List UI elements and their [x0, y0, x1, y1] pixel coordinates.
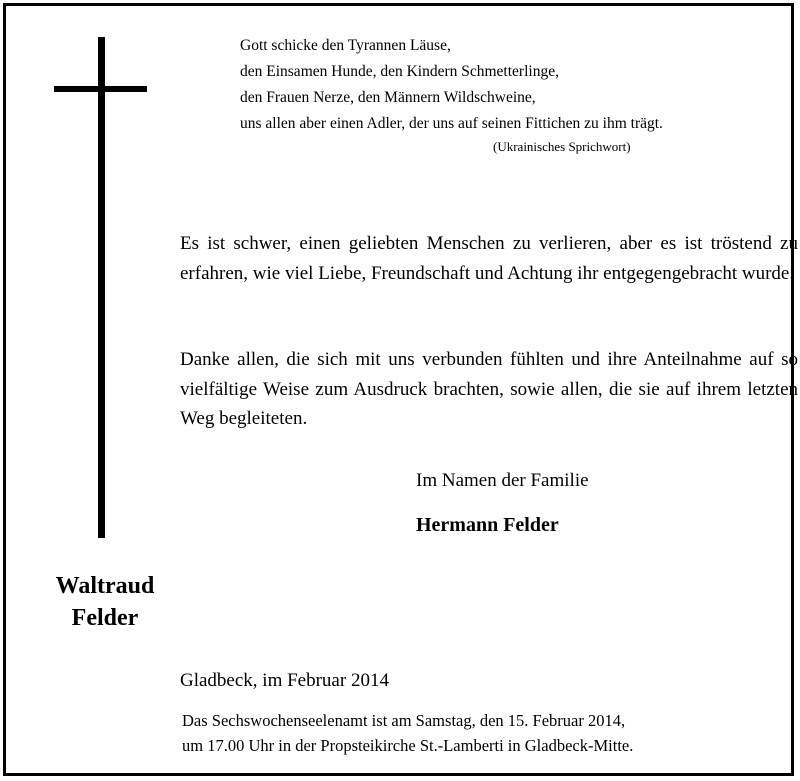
poem-line: den Einsamen Hunde, den Kindern Schmetterlinge,	[240, 63, 559, 80]
mass-notice-line: Das Sechswochenseelenamt ist am Samstag, den 15. Februar 2014,	[182, 711, 626, 730]
signature-name: Hermann Felder	[416, 514, 559, 536]
deceased-last-name: Felder	[71, 605, 139, 631]
mass-notice-line: um 17.00 Uhr in der Propsteikirche St.-Lamberti in Gladbeck-Mitte.	[182, 736, 634, 755]
place-date: Gladbeck, im Februar 2014	[180, 670, 389, 691]
poem	[240, 33, 663, 137]
signature-prefix: Im Namen der Familie	[416, 470, 589, 491]
gratitude-paragraph-1: Es ist schwer, einen geliebten Menschen zu verlieren, aber es ist tröstend zu erfahren, wie viel Liebe, Freundschaft und Achtung ihr entgegengebracht wurde.	[180, 233, 798, 284]
poem-source: (Ukrainisches Sprichwort)	[493, 139, 631, 154]
gratitude-paragraph-2: Danke allen, die sich mit uns verbunden fühlten und ihre Anteilnahme auf so vielfältige Weise zum Ausdruck brachten, sowie allen, die sie auf ihrem letzten Weg begleiteten.	[180, 349, 798, 429]
poem-line: Gott schicke den Tyrannen Läuse,	[240, 37, 451, 54]
poem-line: uns allen aber einen Adler, der uns auf seinen Fittichen zu ihm trägt.	[240, 115, 663, 132]
cross-vertical-bar	[98, 37, 105, 538]
deceased-name	[40, 570, 170, 634]
cross-horizontal-bar	[54, 86, 147, 92]
poem-line: den Frauen Nerze, den Männern Wildschweine,	[240, 89, 536, 106]
mass-notice	[182, 708, 633, 758]
deceased-first-name: Waltraud	[55, 573, 155, 599]
